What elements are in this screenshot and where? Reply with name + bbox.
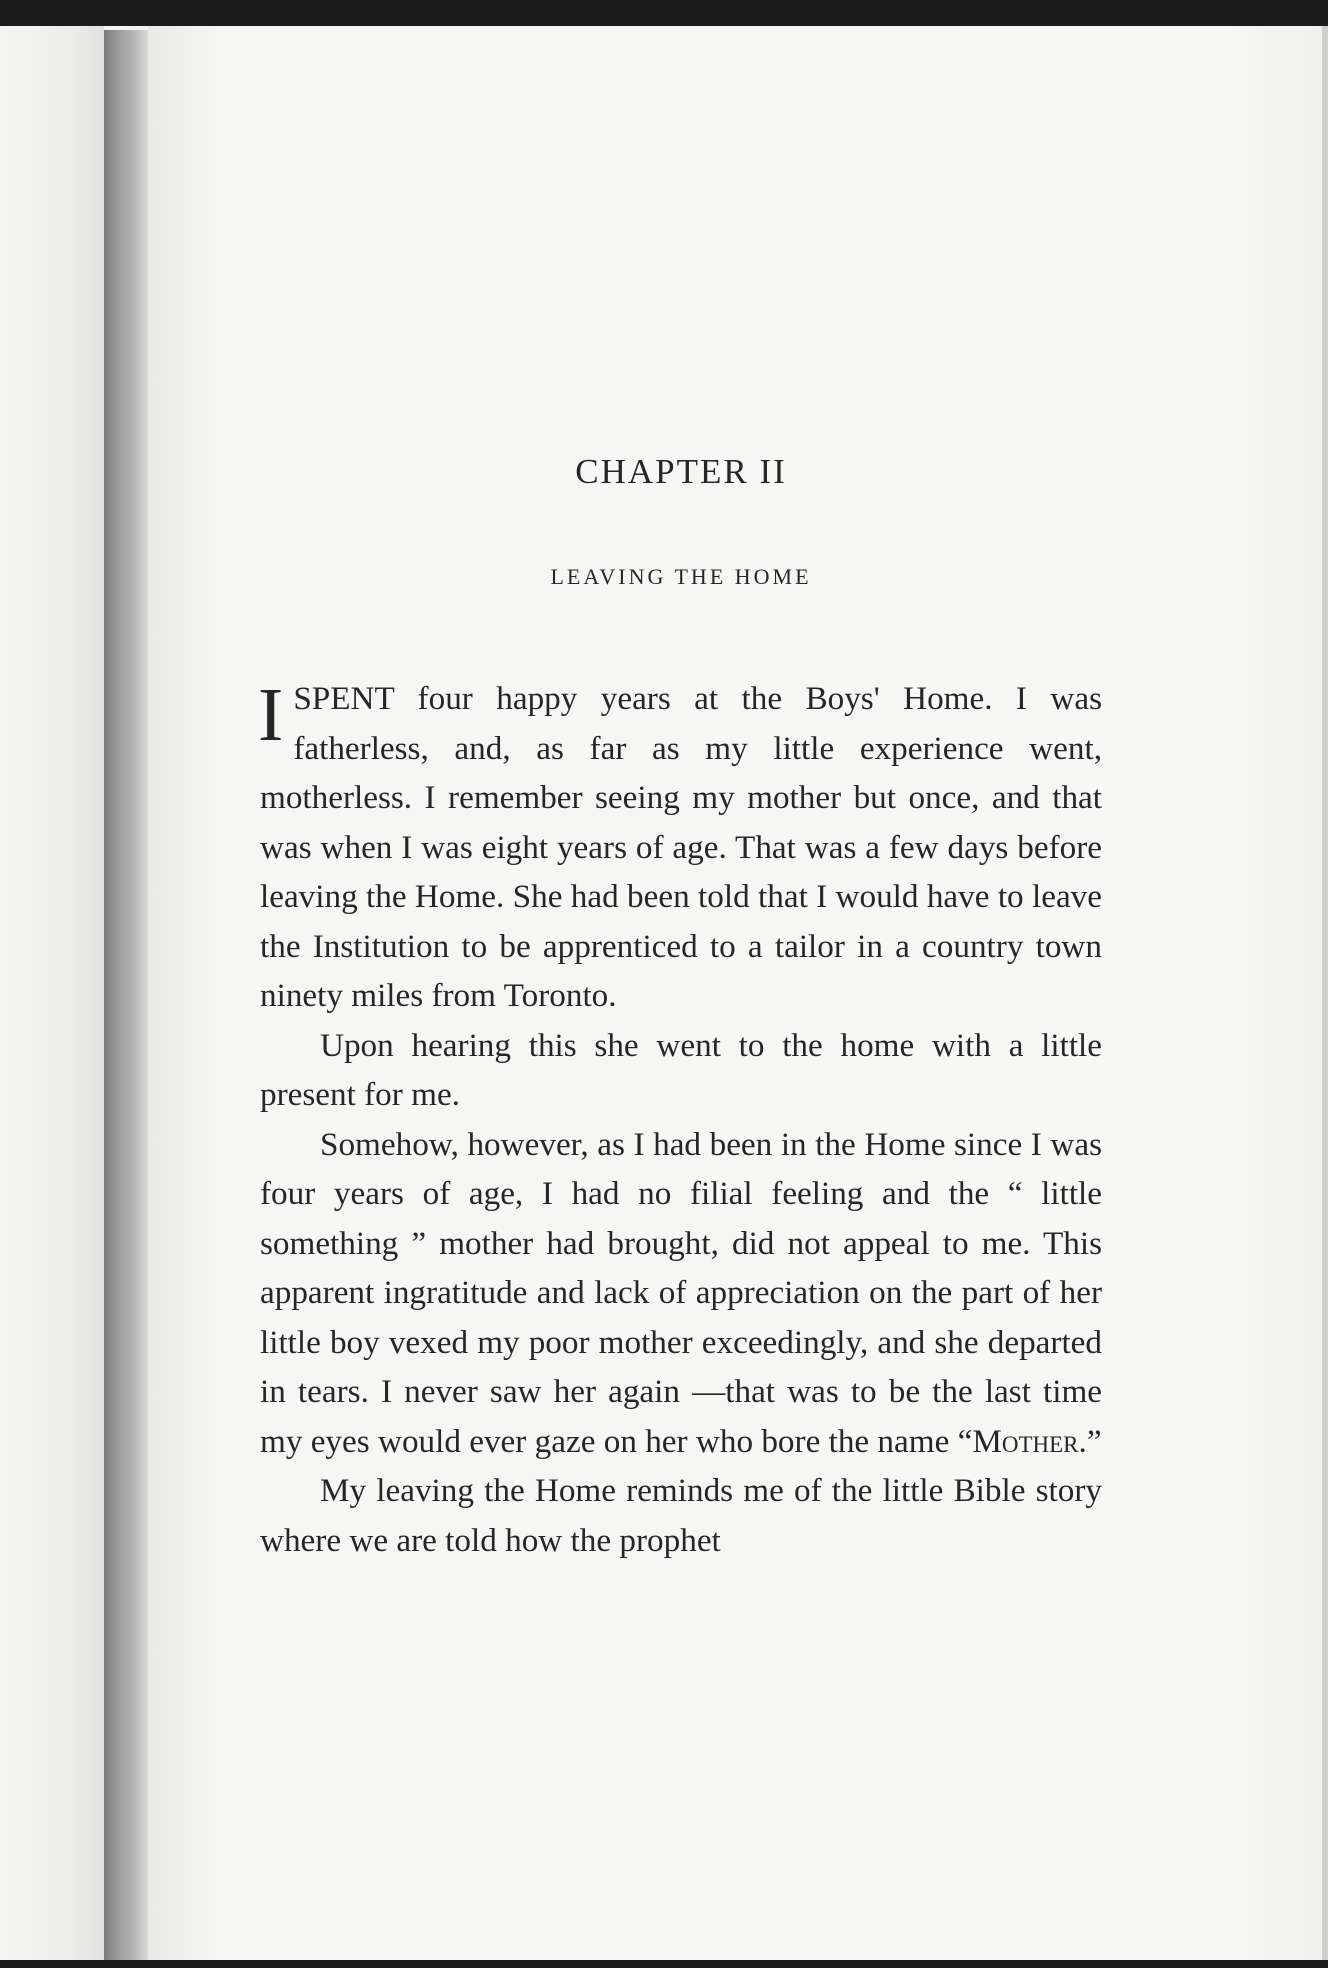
right-page-edge [1322, 26, 1328, 1960]
paragraph-3 [260, 1120, 1102, 1467]
paragraph-4-text: My leaving the Home reminds me of the little Bible story where we are told how the prophet [260, 1472, 1102, 1559]
paragraph-4 [260, 1466, 1102, 1565]
left-page-edge [0, 26, 104, 1960]
paragraph-3-text: Somehow, however, as I had been in the Home since I was four years of age, I had no filial feeling and the “ little something ” mother had brought, did not appeal to me. This apparent ingratitude and lack of appreciation on the part of her little boy vexed my poor mother exceedingly, and she departed in tears. I never saw her again —that was to be the last time my eyes would ever gaze on her who bore the name “ [260, 1125, 1102, 1460]
chapter-subtitle: LEAVING THE HOME [550, 564, 812, 589]
book-spine-shadow [104, 30, 148, 1960]
drop-cap: I [258, 673, 284, 757]
paragraph-1 [260, 674, 1102, 1021]
paragraph-2 [260, 1021, 1102, 1120]
paragraph-2-text: Upon hearing this she went to the home with a little present for me. [260, 1026, 1102, 1113]
mother-smallcaps: Mother [972, 1422, 1079, 1460]
paragraph-3-tail: .” [1078, 1422, 1102, 1460]
paragraph-1-text: SPENT four happy years at the Boys' Home. I was fatherless, and, as far as my little experience went, motherless. I remember seeing my mother but once, and that was when I was eight years of age. That was a few days before leaving the Home. She had been told that I would have to leave the Institution to be apprenticed to a tailor in a country town ninety miles from Toronto. [260, 680, 1102, 1014]
scanned-page [0, 26, 1328, 1960]
body-text [260, 674, 1102, 1565]
chapter-title: CHAPTER II [575, 452, 787, 491]
